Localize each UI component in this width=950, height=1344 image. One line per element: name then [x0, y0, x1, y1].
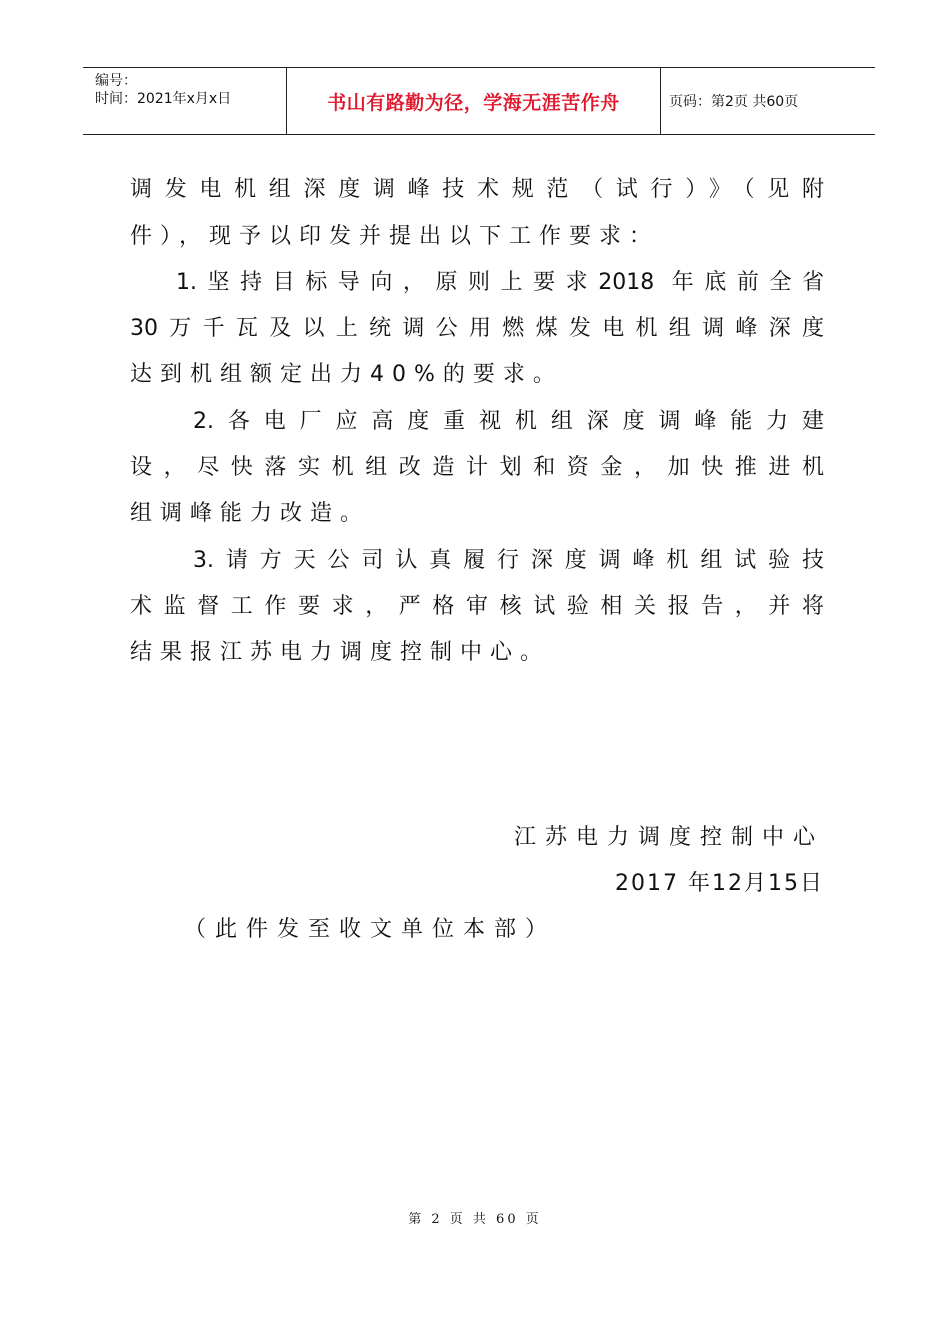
body-line: 30万千瓦及以上统调公用燃煤发电机组调峰深度	[130, 316, 824, 341]
body-line: 结果报江苏电力调度控制中心。	[130, 640, 551, 665]
body-line: 组调峰能力改造。	[130, 501, 371, 526]
body-line: 3.请方天公司认真履行深度调峰机组试验技	[193, 548, 824, 573]
signature-date: 2017 年12月15日	[615, 871, 824, 896]
date-line: 时间：2021年x月x日	[95, 91, 232, 107]
body-line: 调发电机组深度调峰技术规范（试行）》（见附	[130, 177, 824, 202]
motto-text: 书山有路勤为径，学海无涯苦作舟	[327, 91, 620, 114]
header-page-info: 页码：第2页 共60页	[669, 94, 799, 110]
distribution-note: （此件发至收文单位本部）	[184, 917, 557, 942]
serial-number-label: 编号：	[95, 73, 137, 89]
page-footer: 第 2 页 共 60 页	[408, 1212, 542, 1227]
header-page-cell	[661, 68, 875, 134]
header-meta-cell	[83, 68, 287, 134]
body-line: 设，尽快落实机组改造计划和资金，加快推进机	[130, 455, 824, 480]
body-line: 2.各电厂应高度重视机组深度调峰能力建	[193, 409, 824, 434]
body-line: 1.坚持目标导向，原则上要求2018 年底前全省	[176, 270, 824, 295]
header-motto-cell	[287, 68, 661, 134]
body-line: 达到机组额定出力40%的要求。	[130, 362, 563, 387]
body-line: 件），现予以印发并提出以下工作要求：	[130, 224, 660, 249]
signature-org: 江苏电力调度控制中心	[513, 825, 824, 850]
body-line: 术监督工作要求，严格审核试验相关报告，并将	[130, 594, 824, 619]
page-header	[83, 67, 875, 135]
